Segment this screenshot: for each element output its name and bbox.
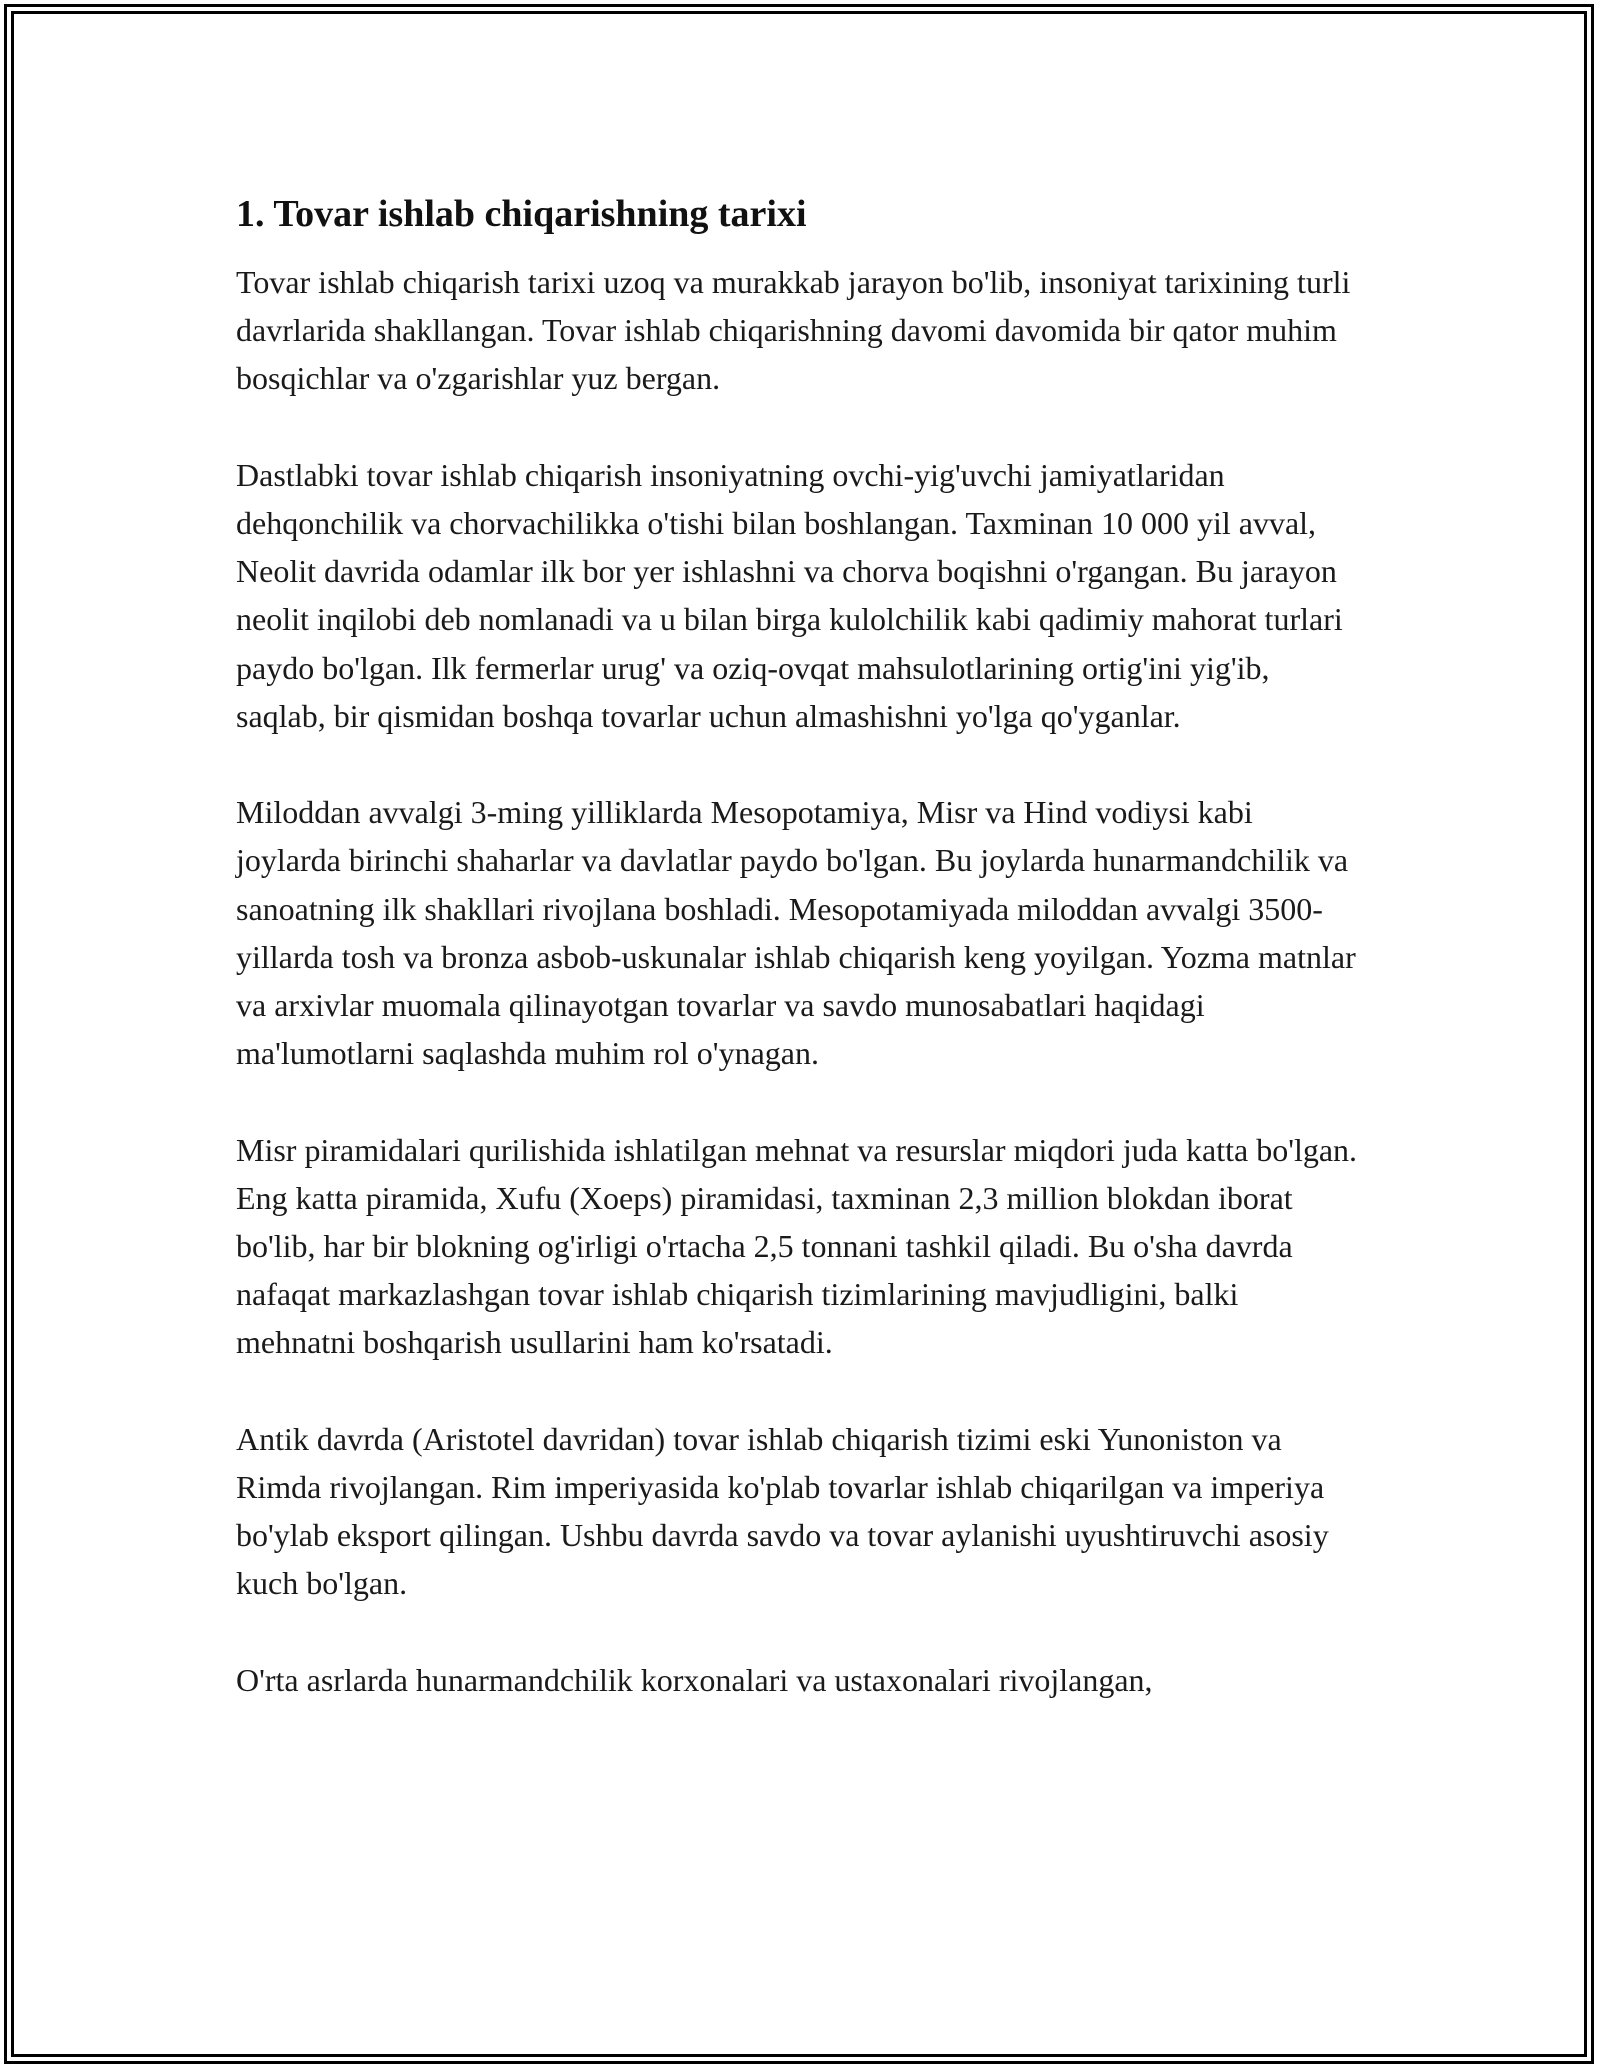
document-body [236,186,1361,1752]
paragraph-3: Miloddan avvalgi 3-ming yilliklarda Mesopotamiya, Misr va Hind vodiysi kabi joylarda birinchi shaharlar va davlatlar paydo bo'lgan. Bu joylarda hunarmandchilik va sanoatning ilk shakllari rivojlana boshladi. Mesopotamiyada miloddan avvalgi 3500-yillarda tosh va bronza asbob-uskunalar ishlab chiqarish keng yoyilgan. Yozma matnlar va arxivlar muomala qilinayotgan tovarlar va savdo munosabatlari haqidagi ma'lumotlarni saqlashda muhim rol o'ynagan. [236,794,1356,1072]
paragraph-2: Dastlabki tovar ishlab chiqarish insoniyatning ovchi-yig'uvchi jamiyatlaridan dehqonchilik va chorvachilikka o'tishi bilan boshlangan. Taxminan 10 000 yil avval, Neolit davrida odamlar ilk bor yer ishlashni va chorva boqishni o'rgangan. Bu jarayon neolit inqilobi deb nomlanadi va u bilan birga kulolchilik kabi qadimiy mahorat turlari paydo bo'lgan. Ilk fermerlar urug' va oziq-ovqat mahsulotlarining ortig'ini yig'ib, saqlab, bir qismidan boshqa tovarlar uchun almashishni yo'lga qo'yganlar. [236,456,1343,734]
section-heading: 1. Tovar ishlab chiqarishning tarixi [236,193,807,235]
paragraph-6: O'rta asrlarda hunarmandchilik korxonalari va ustaxonalari rivojlangan, [236,1661,1153,1698]
paragraph-1: Tovar ishlab chiqarish tarixi uzoq va murakkab jarayon bo'lib, insoniyat tarixining turli davrlarida shakllangan. Tovar ishlab chiqarishning davomi davomida bir qator muhim bosqichlar va o'zgarishlar yuz bergan. [236,264,1351,397]
paragraph-4: Misr piramidalari qurilishida ishlatilgan mehnat va resurslar miqdori juda katta bo'lgan. Eng katta piramida, Xufu (Xoeps) piramidasi, taxminan 2,3 million blokdan iborat bo'lib, har bir blokning og'irligi o'rtacha 2,5 tonnani tashkil qiladi. Bu o'sha davrda nafaqat markazlashgan tovar ishlab chiqarish tizimlarining mavjudligini, balki mehnatni boshqarish usullarini ham ko'rsatadi. [236,1131,1358,1361]
paragraph-5: Antik davrda (Aristotel davridan) tovar ishlab chiqarish tizimi eski Yunoniston va Rimda rivojlangan. Rim imperiyasida ko'plab tovarlar ishlab chiqarilgan va imperiya bo'ylab eksport qilingan. Ushbu davrda savdo va tovar aylanishi uyushtiruvchi asosiy kuch bo'lgan. [236,1420,1329,1602]
